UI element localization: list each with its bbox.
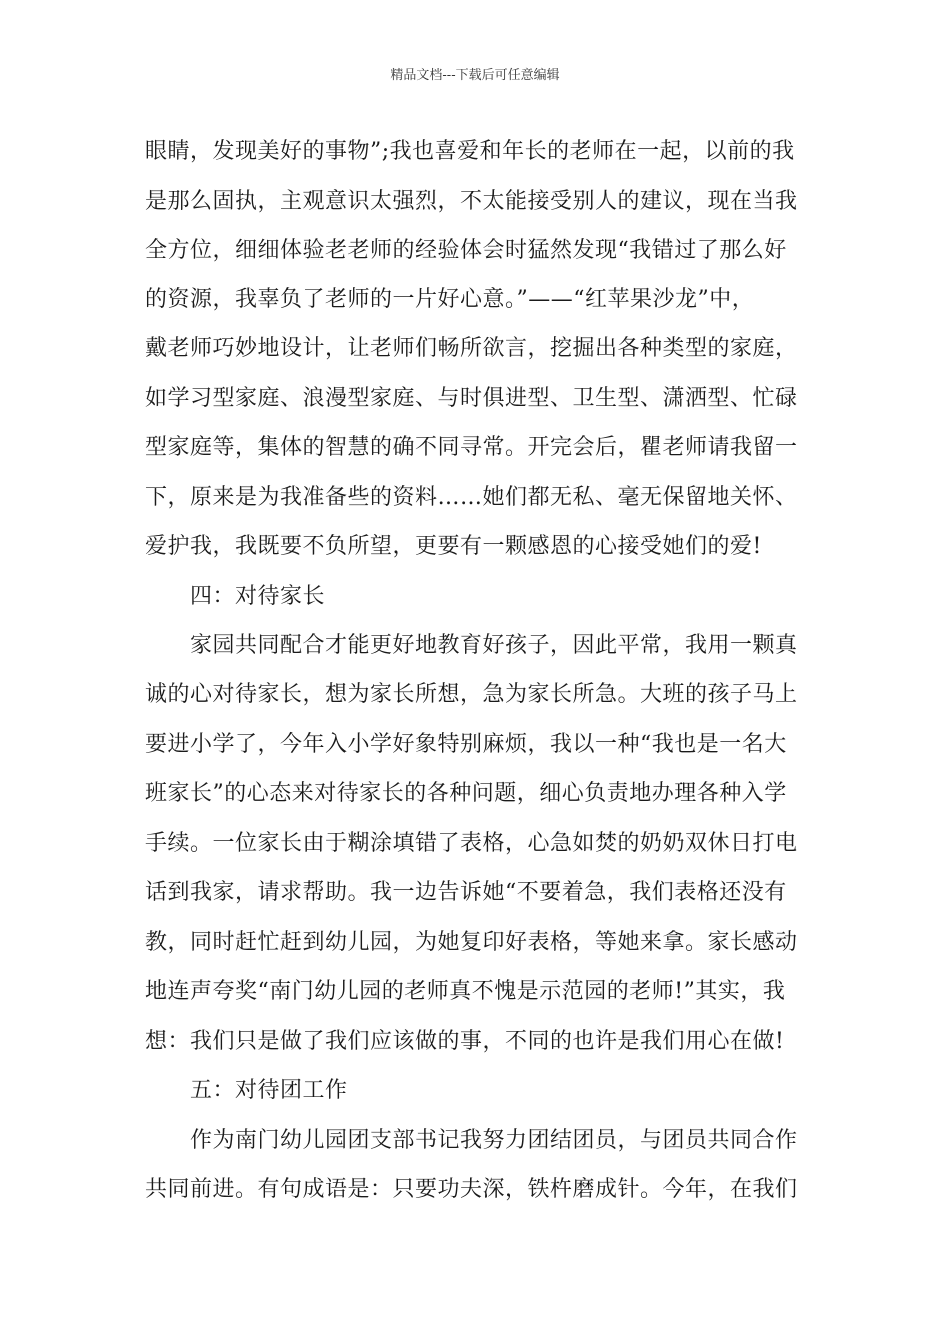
text-line: 下，原来是为我准备些的资料……她们都无私、毫无保留地关怀、	[145, 485, 798, 510]
text-line: 诚的心对待家长，想为家长所想，急为家长所急。大班的孩子马上	[145, 682, 798, 707]
text-line: 话到我家，请求帮助。我一边告诉她“不要着急，我们表格还没有	[145, 880, 787, 905]
text-line: 眼睛，发现美好的事物”;我也喜爱和年长的老师在一起，以前的我	[145, 139, 795, 164]
text-line: 家园共同配合才能更好地教育好孩子，因此平常，我用一颗真	[190, 633, 798, 658]
text-line: 地连声夸奖“南门幼儿园的老师真不愧是示范园的老师!”其实，我	[145, 979, 786, 1004]
text-line: 手续。一位家长由于糊涂填错了表格，心急如焚的奶奶双休日打电	[145, 831, 798, 856]
text-line: 戴老师巧妙地设计，让老师们畅所欲言，挖掘出各种类型的家庭，	[145, 336, 798, 361]
text-line: 全方位，细细体验老老师的经验体会时猛然发现“我错过了那么好	[145, 238, 787, 263]
text-line: 教，同时赶忙赶到幼儿园，为她复印好表格，等她来拿。家长感动	[145, 930, 798, 955]
text-line: 共同前进。有句成语是：只要功夫深，铁杵磨成针。今年，在我们	[145, 1177, 798, 1202]
text-line: 是那么固执，主观意识太强烈，不太能接受别人的建议，现在当我	[145, 189, 798, 214]
section-heading: 五：对待团工作	[190, 1078, 348, 1103]
text-line: 班家长”的心态来对待家长的各种问题，细心负责地办理各种入学	[145, 781, 787, 806]
text-line: 爱护我，我既要不负所望，更要有一颗感恩的心接受她们的爱!	[145, 534, 762, 559]
text-line: 如学习型家庭、浪漫型家庭、与时俱进型、卫生型、潇洒型、忙碌	[145, 386, 798, 411]
text-line: 型家庭等，集体的智慧的确不同寻常。开完会后，瞿老师请我留一	[145, 435, 798, 460]
text-line: 想：我们只是做了我们应该做的事，不同的也许是我们用心在做!	[145, 1029, 785, 1054]
text-line: 作为南门幼儿园团支部书记我努力团结团员，与团员共同合作	[190, 1128, 798, 1153]
page-header: 精品文档---下载后可任意编辑	[390, 68, 560, 83]
text-line: 要进小学了，今年入小学好象特别麻烦，我以一种“我也是一名大	[145, 732, 787, 757]
section-heading: 四：对待家长	[190, 584, 326, 609]
text-line: 的资源，我辜负了老师的一片好心意。”——“红苹果沙龙”中，	[145, 287, 755, 312]
